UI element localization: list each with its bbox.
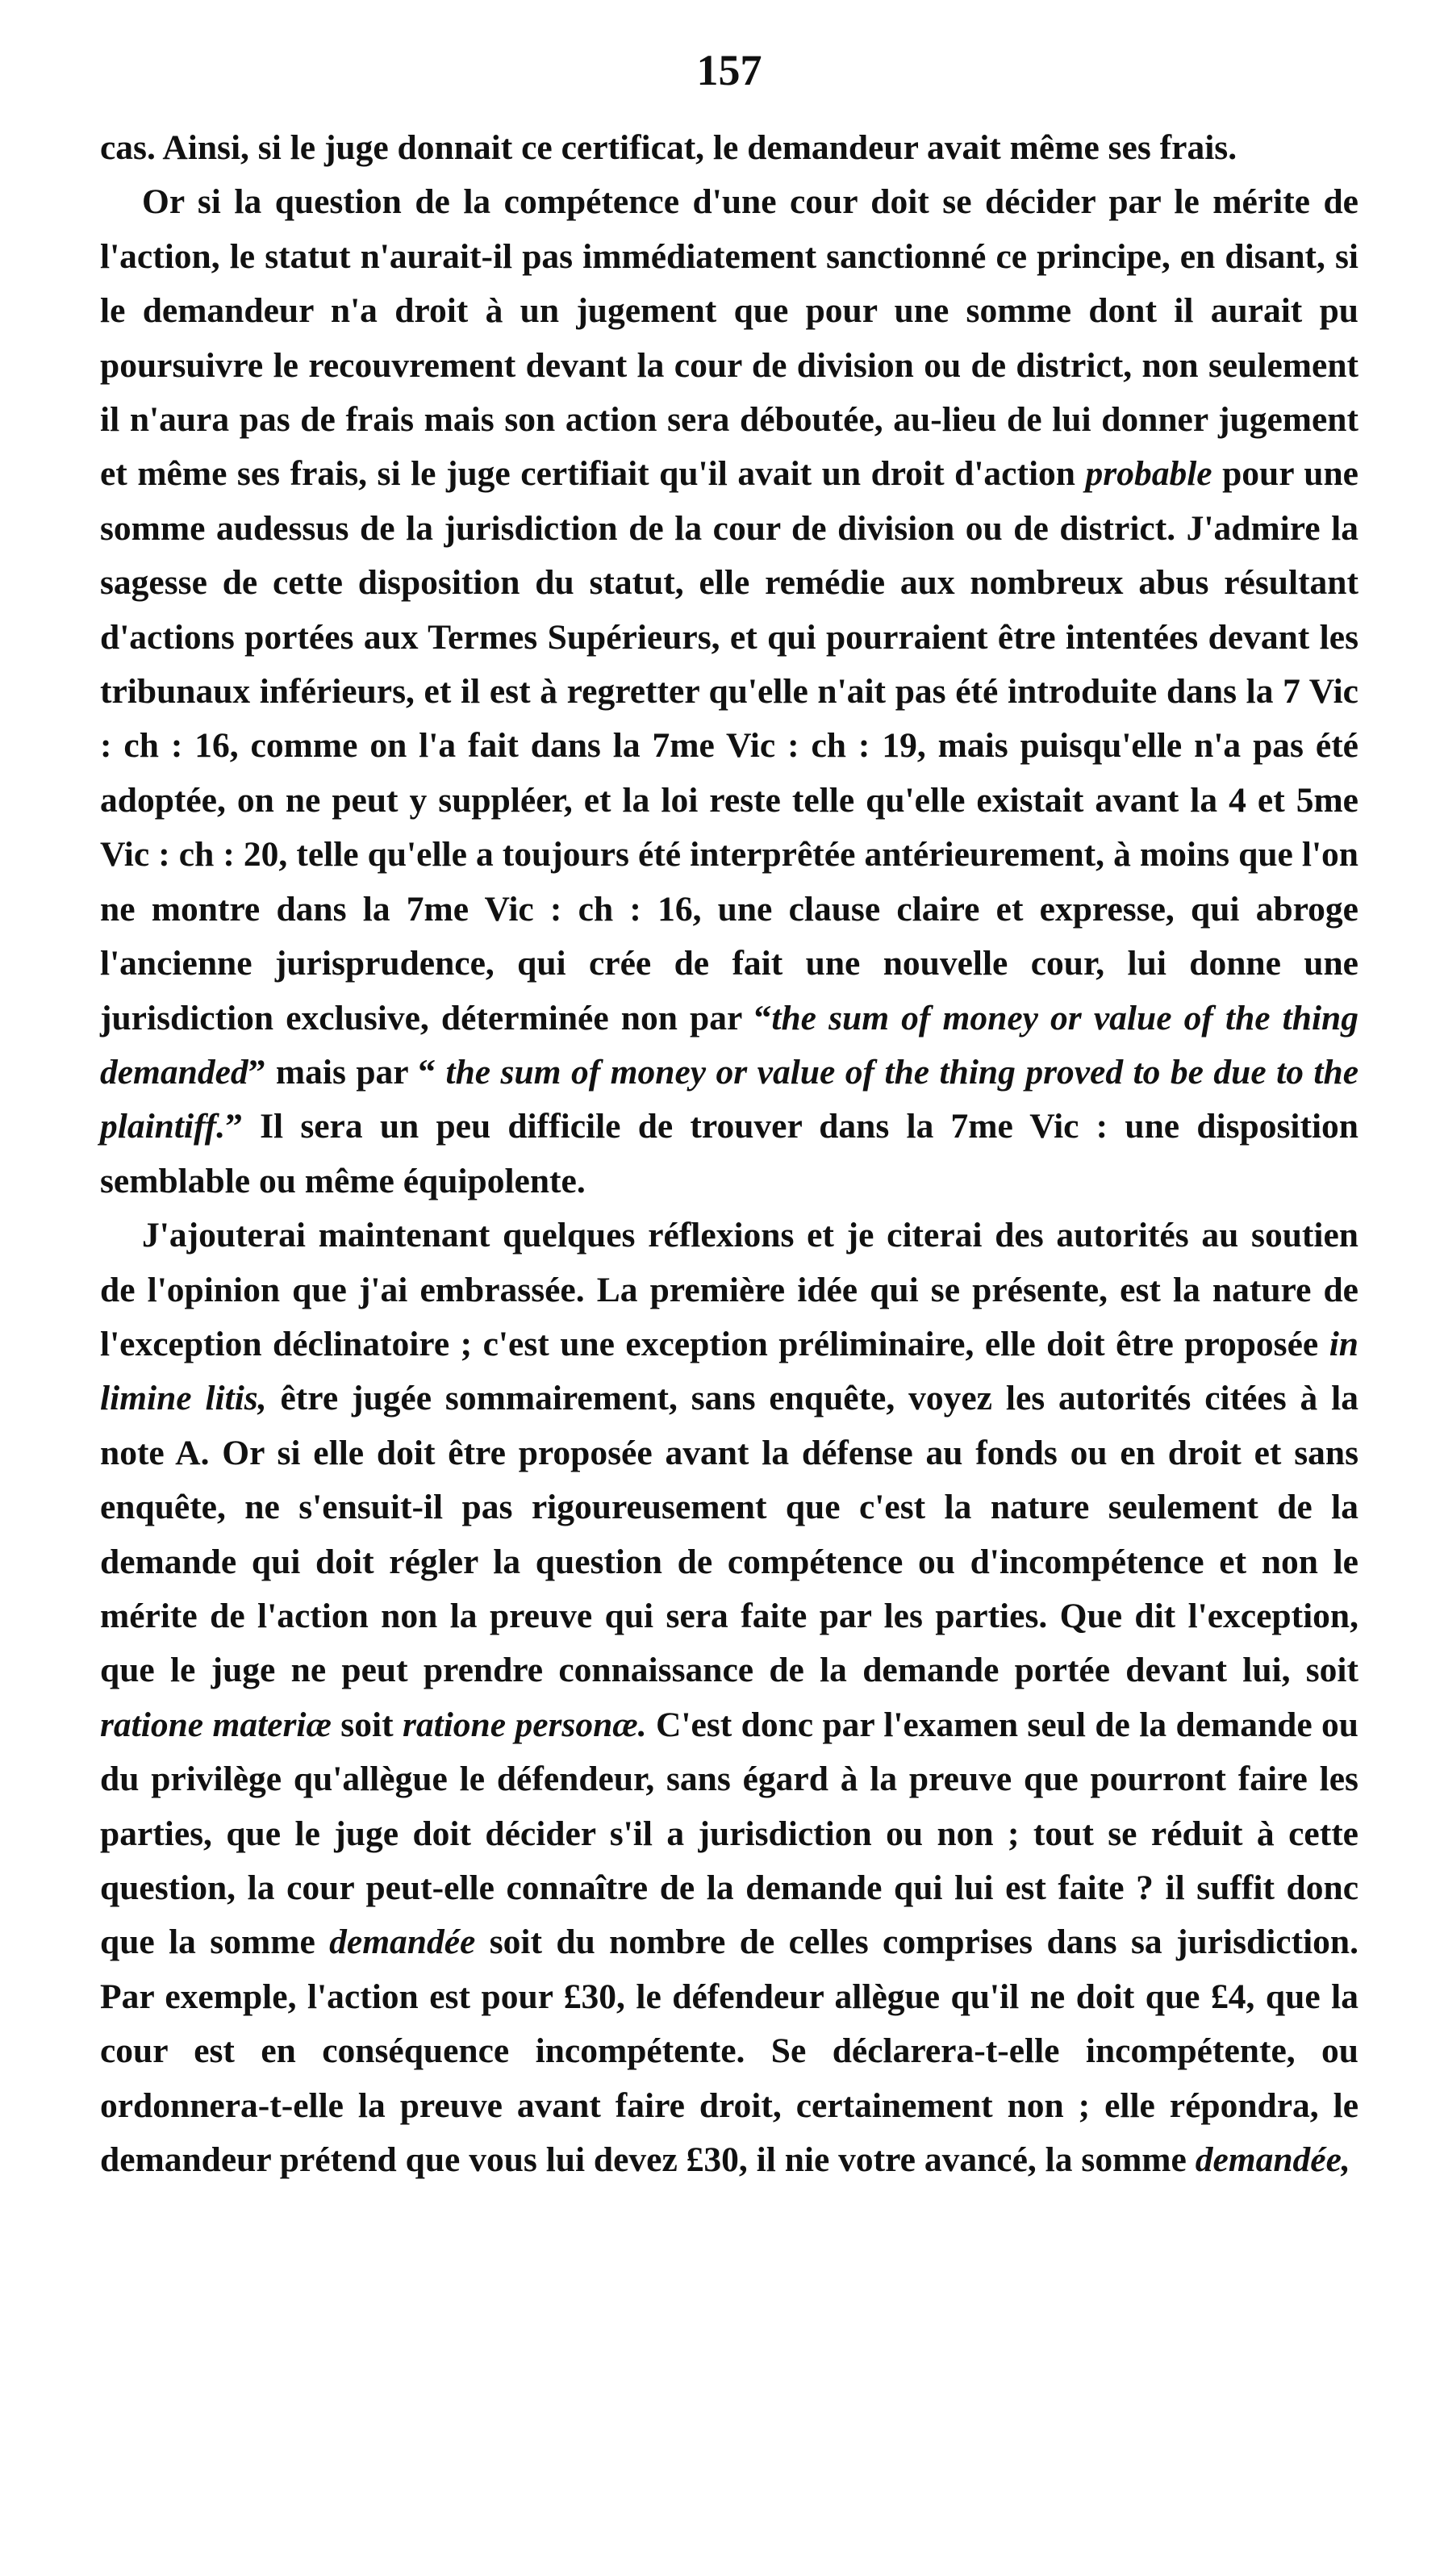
text-run: ” Il sera un peu difficile de trouver dans la 7me Vic : une disposition semblable ou même équipolente.	[100, 1107, 1358, 1200]
text-run: J'ajouterai maintenant quelques réflexions et je citerai des autorités au soutien de l'opinion que j'ai embrassée. La première idée qui se présente, est la nature de l'exception déclinatoire ; c'est une exception préliminaire, elle doit être proposée	[100, 1216, 1358, 1363]
emphasis-run: the sum of money or value of the thing demanded	[100, 998, 1358, 1092]
emphasis-run: demandée	[329, 1923, 476, 1962]
emphasis-run: probable	[1085, 454, 1212, 494]
emphasis-run: the sum of money or value of the thing proved to be due to the plaintiff.	[100, 1052, 1359, 1146]
paragraph	[100, 1209, 1358, 2187]
text-run: pour une somme audessus de la jurisdiction de la cour de division ou de district. J'admire la sagesse de cette disposition du statut, elle remédie aux nombreux abus résultant d'actions portées aux Termes Supérieurs, et qui pourraient être intentées devant les tribunaux inférieurs, et il est à regretter qu'elle n'ait pas été introduite dans la 7 Vic : ch : 16, comme on l'a fait dans la 7me Vic : ch : 19, mais puisqu'elle n'a pas été adoptée, on ne peut y suppléer, et la loi reste telle qu'elle existait avant la 4 et 5me Vic : ch : 20, telle qu'elle a toujours été interprêtée antérieurement, à moins que l'on ne montre dans la 7me Vic : ch : 16, une clause claire et expresse, qui abroge l'ancienne jurisprudence, qui crée de fait une nouvelle cour, lui donne une jurisdiction exclusive, déterminée non par “	[100, 454, 1358, 1037]
text-run: Or si la question de la compétence d'une cour doit se décider par le mérite de l'action, le statut n'aurait-il pas immédiatement sanctionné ce principe, en disant, si le demandeur n'a droit à un jugement que pour une somme dont il aurait pu poursuivre le recouvrement devant la cour de division ou de district, non seulement il n'aura pas de frais mais son action sera déboutée, au-lieu de lui donner jugement et même ses frais, si le juge certifiait qu'il avait un droit d'action	[100, 182, 1358, 494]
body-text	[100, 121, 1358, 2187]
page-number: 157	[696, 46, 762, 94]
emphasis-run: ratione personæ.	[402, 1705, 647, 1744]
text-run: cas. Ainsi, si le juge donnait ce certificat, le demandeur avait même ses frais.	[100, 128, 1237, 167]
text-run: ” mais par “	[248, 1052, 446, 1092]
text-run: être jugée sommairement, sans enquête, voyez les autorités citées à la note A. Or si elle doit être proposée avant la défense au fonds ou en droit et sans enquête, ne s'ensuit-il pas rigoureusement que c'est la nature seulement de la demande qui doit régler la question de compétence ou d'incompétence et non le mérite de l'action non la preuve qui sera faite par les parties. Que dit l'exception, que le juge ne peut prendre connaissance de la demande portée devant lui, soit	[100, 1379, 1358, 1690]
emphasis-run: in limine litis,	[100, 1324, 1358, 1418]
paragraph	[100, 121, 1358, 175]
emphasis-run: demandée,	[1195, 2140, 1350, 2180]
text-run: soit du nombre de celles comprises dans sa jurisdiction. Par exemple, l'action est pour £30, le défendeur allègue qu'il ne doit que £4, que la cour est en conséquence incompétente. Se déclarera-t-elle incompétente, ou ordonnera-t-elle la preuve avant faire droit, certainement non ; elle répondra, le demandeur prétend que vous lui devez £30, il nie votre avancé, la somme	[100, 1923, 1358, 2180]
text-run: soit	[331, 1705, 403, 1744]
emphasis-run: ratione materiæ	[100, 1705, 332, 1744]
book-page	[100, 48, 1358, 2187]
text-run: C'est donc par l'examen seul de la demande ou du privilège qu'allègue le défendeur, sans égard à la preuve que pourront faire les parties, que le juge doit décider s'il a jurisdiction ou non ; tout se réduit à cette question, la cour peut-elle connaître de la demande qui lui est faite ? il suffit donc que la somme	[100, 1705, 1358, 1962]
paragraph	[100, 175, 1358, 1209]
